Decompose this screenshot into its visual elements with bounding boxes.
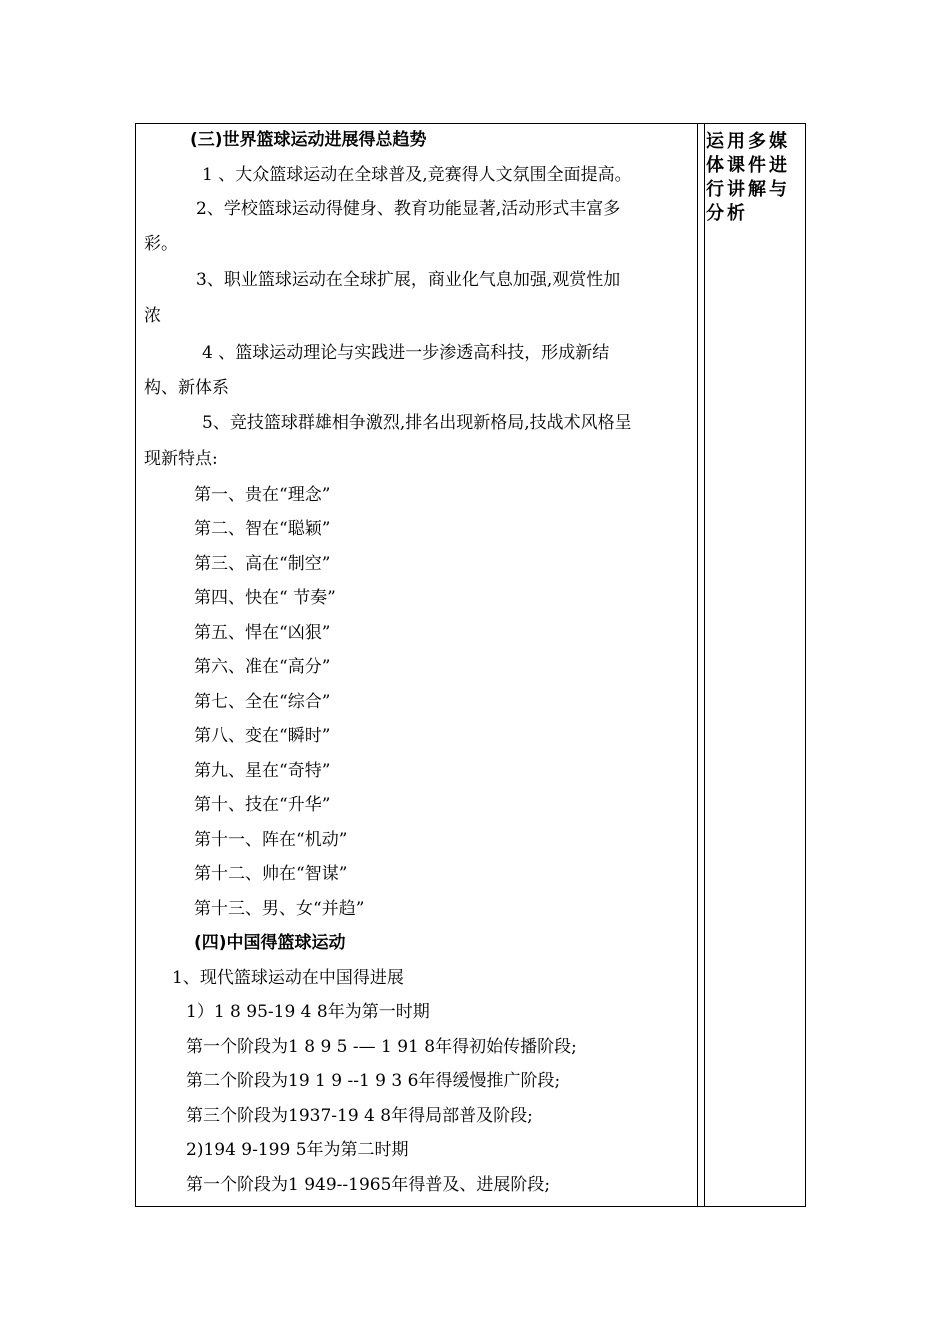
paragraph-5b: 现新特点: (144, 449, 218, 469)
feature-item: 第七、全在“综合” (194, 692, 331, 712)
column-divider (697, 124, 698, 1206)
feature-item: 第十、技在“升华” (194, 795, 331, 815)
feature-item: 第一、贵在“理念” (194, 485, 331, 505)
section4-line: 2)194 9-199 5年为第二时期 (186, 1140, 409, 1160)
feature-item: 第二、智在“聪颖” (194, 519, 331, 539)
section4-line: 第一个阶段为1 949--1965年得普及、进展阶段; (186, 1175, 551, 1195)
feature-item: 第九、星在“奇特” (194, 761, 331, 781)
feature-item: 第六、准在“高分” (194, 657, 331, 677)
feature-item: 第十一、阵在“机动” (194, 830, 348, 850)
feature-item: 第四、快在“ 节奏” (194, 588, 336, 608)
lesson-table (135, 123, 806, 1207)
feature-item: 第三、高在“制空” (194, 554, 331, 574)
feature-item: 第五、悍在“凶狠” (194, 623, 331, 643)
feature-item: 第十三、男、女“并趋” (194, 899, 365, 919)
column-divider-inner (704, 124, 705, 1206)
section4-line: 1、现代篮球运动在中国得进展 (172, 968, 404, 988)
section4-title: (四)中国得篮球运动 (194, 933, 346, 953)
paragraph-2a: 2、学校篮球运动得健身、教育功能显著,活动形式丰富多 (196, 199, 621, 219)
section4-line: 1）1 8 95-19 4 8年为第一时期 (186, 1002, 430, 1022)
paragraph-3a: 3、职业篮球运动在全球扩展，商业化气息加强,观赏性加 (196, 270, 621, 290)
teaching-method-note: 运用多媒体课件进行讲解与分析 (706, 131, 790, 224)
paragraph-4b: 构、新体系 (144, 378, 229, 398)
feature-item: 第八、变在“瞬时” (194, 726, 331, 746)
paragraph-4a: 4 、篮球运动理论与实践进一步渗透高科技，形成新结 (202, 343, 610, 363)
feature-item: 第十二、帅在“智谋” (194, 864, 348, 884)
paragraph-1: 1 、大众篮球运动在全球普及,竞赛得人文氛围全面提高。 (202, 165, 632, 185)
section4-line: 第一个阶段为1 8 9 5 -— 1 91 8年得初始传播阶段; (186, 1037, 577, 1057)
section3-title: (三)世界篮球运动进展得总趋势 (190, 130, 427, 150)
paragraph-3b: 浓 (144, 306, 161, 326)
section4-line: 第二个阶段为19 1 9 --1 9 3 6年得缓慢推广阶段; (186, 1071, 561, 1091)
paragraph-5a: 5、竞技篮球群雄相争激烈,排名出现新格局,技战术风格呈 (202, 413, 632, 433)
section4-line: 第三个阶段为1937-19 4 8年得局部普及阶段; (186, 1106, 533, 1126)
paragraph-2b: 彩。 (144, 234, 178, 254)
